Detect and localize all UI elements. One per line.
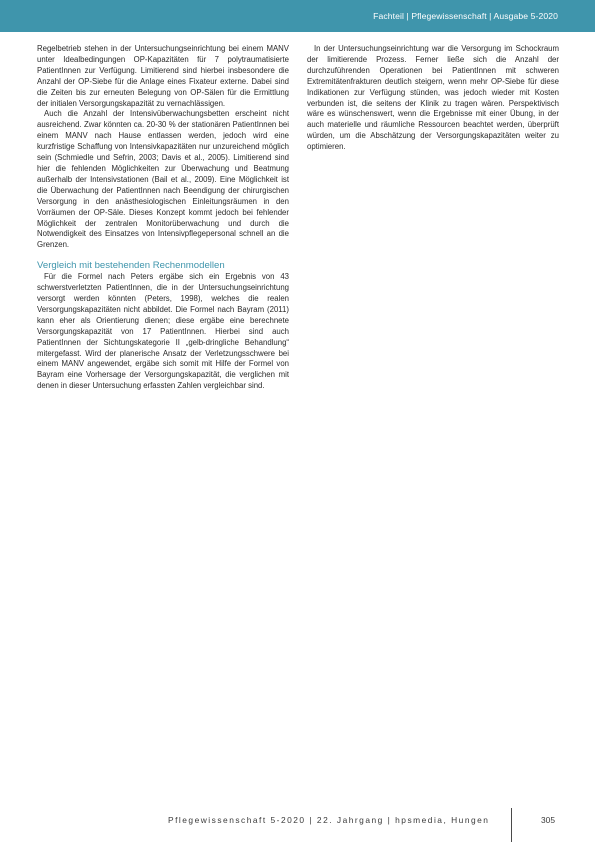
page-number: 305 bbox=[541, 815, 555, 825]
section-heading: Vergleich mit bestehenden Rechenmodellen bbox=[37, 260, 225, 272]
footer-journal-info: Pflegewissenschaft 5-2020 | 22. Jahrgang | hpsmedia, Hungen bbox=[168, 815, 490, 825]
paragraph-intensive-care: Auch die Anzahl der Intensivüberwachungsbetten erscheint nicht ausreichend. Zwar könnten ca. 20-30 % der stationären PatientInnen bei einem MANV nach Hause entlassen werden, jedoch wird eine kurzfristige Schaffung von Intensivkapazitäten nur unzureichend möglich sein (Schmiedle und Sefrin, 2003; Davis et al., 2005). Limitierend sind hier die fehlenden Möglichkeiten zur Überwachung und Beatmung außerhalb der Intensivstationen (Bail et al., 2009). Eine Möglichkeit ist die Überwachung der PatientInnen nach Beendigung der chirurgischen Versorgung in den anästhesiologischen Einleitungsräumen in den Vorräumen der OP-Säle. Dieses Konzept kommt jedoch bei fehlender Möglichkeit der zentralen Monitorüberwachung und durch die Notwendigkeit des Einsatzes von Intensivpflegepersonal schnell an die Grenzen. bbox=[37, 109, 289, 250]
running-header: Fachteil | Pflegewissenschaft | Ausgabe 5-2020 bbox=[373, 11, 558, 21]
paragraph-comparison: Für die Formel nach Peters ergäbe sich ein Ergebnis von 43 schwerstverletzten PatientInnen, die in der Untersuchungseinrichtung versorgt werden könnten (Peters, 1998), welches die realen Versorgungskapazitäten nicht abbildet. Die Formel nach Bayram (2011) kann eher als Orientierung dienen; diese ergäbe eine berechnete Versorgungskapazität von 17 PatientInnen. Hierbei sind auch PatientInnen der Sichtungskategorie II „gelb-dringliche Behandlung“ mitergefasst. Wird der planerische Ansatz der Verletzungsschwere bei einem MANV angewendet, ergäbe sich somit mit Hilfe der Formel von Bayram eine Vorhersage der Versorgungskapazität, die verglichen mit denen in dieser Untersuchung erfassten Zahlen vergleichbar sind. bbox=[37, 272, 289, 391]
paragraph-continued: Regelbetrieb stehen in der Untersuchungseinrichtung bei einem MANV unter Idealbedingungen OP-Kapazitäten für 7 polytraumatisierte PatientInnen zur Verfügung. Limitierend sind hierbei insbesondere die Anzahl der OP-Siebe für die Anlage eines Fixateur externe. Dabei sind die Zeiten bis zur erneuten Belegung von OP-Sälen für die Ermittlung der initialen Versorgungskapazität zu vernachlässigen. bbox=[37, 44, 289, 108]
left-column bbox=[37, 44, 289, 392]
footer-divider bbox=[511, 808, 512, 842]
right-column bbox=[307, 44, 559, 153]
paragraph-conclusion: In der Untersuchungseinrichtung war die Versorgung im Schockraum der limitierende Prozess. Ferner ließe sich die Anzahl der durchzuführenden Operationen bei PatientInnen mit schweren Extremitätenfrakturen deutlich steigern, wenn mehr OP-Siebe für diese Indikationen zur Verfügung stünden, was jedoch wieder mit Kosten verbunden ist, die seitens der Klinik zu tragen wären. Perspektivisch wäre es wünschenswert, wenn die Ergebnisse mit einer Übung, in der auch materielle und räumliche Ressourcen beachtet werden, überprüft würden, um die Abschätzung der Versorgungskapazitäten weiter zu optimieren. bbox=[307, 44, 559, 152]
header-bar bbox=[0, 0, 595, 32]
